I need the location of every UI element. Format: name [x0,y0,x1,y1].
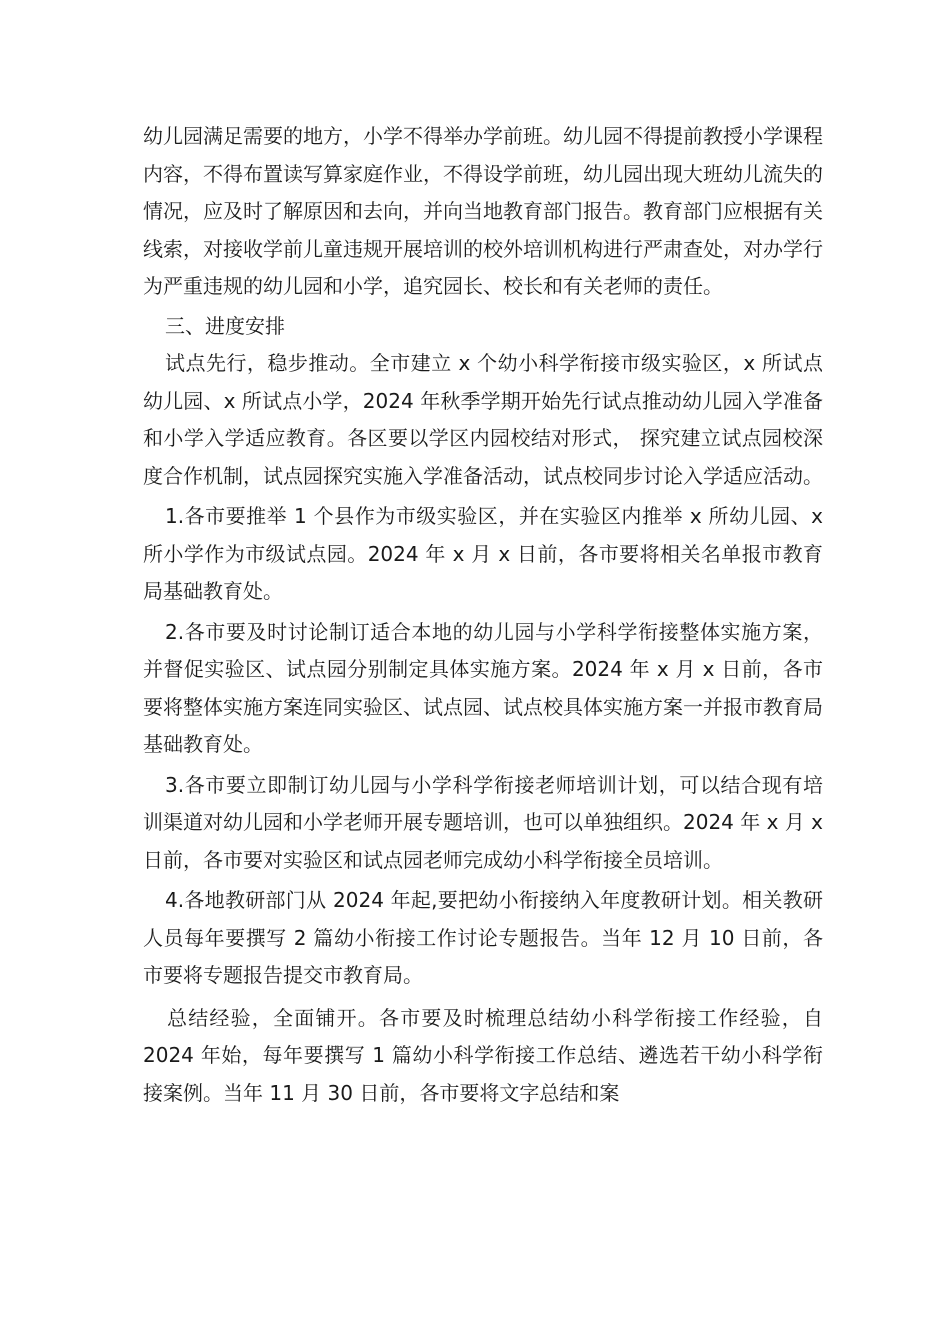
section-heading: 三、进度安排 [165,313,285,338]
paragraph-summary: 总结经验，全面铺开。各市要及时梳理总结幼小科学衔接工作经验，自 2024 年始，每年要撰写 1 篇幼小科学衔接工作总结、遴选若干幼小科学衔接案例。当年 11 月 30 日前，各市要将文字总结和案 [143,1005,823,1105]
document-body [143,118,823,1112]
list-item-3: 3.各市要立即制订幼儿园与小学科学衔接老师培训计划，可以结合现有培训渠道对幼儿园和小学老师开展专题培训，也可以单独组织。2024 年 x 月 x 日前，各市要对实验区和试点园老师完成幼小科学衔接全员培训。 [143,772,823,872]
list-item-2: 2.各市要及时讨论制订适合本地的幼儿园与小学科学衔接整体实施方案，并督促实验区、试点园分别制定具体实施方案。2024 年 x 月 x 日前，各市要将整体实施方案连同实验区、试点园、试点校具体实施方案一并报市教育局基础教育处。 [143,619,823,756]
paragraph-pilot: 试点先行，稳步推动。全市建立 x 个幼小科学衔接市级实验区，x 所试点幼儿园、x 所试点小学，2024 年秋季学期开始先行试点推动幼儿园入学准备和小学入学适应教育。各区要以学区内园校结对形式， 探究建立试点园校深度合作机制，试点园探究实施入学准备活动，试点校同步讨论入学适应活动。 [143,351,823,488]
list-item-4: 4.各地教研部门从 2024 年起,要把幼小衔接纳入年度教研计划。相关教研人员每年要撰写 2 篇幼小衔接工作讨论专题报告。当年 12 月 10 日前，各市要将专题报告提交市教育局。 [143,888,823,987]
list-item-1: 1.各市要推举 1 个县作为市级实验区，并在实验区内推举 x 所幼儿园、x 所小学作为市级试点园。2024 年 x 月 x 日前，各市要将相关名单报市教育局基础教育处。 [143,504,823,603]
paragraph-continuation: 幼儿园满足需要的地方，小学不得举办学前班。幼儿园不得提前教授小学课程内容，不得布置读写算家庭作业，不得设学前班，幼儿园出现大班幼儿流失的情况，应及时了解原因和去向，并向当地教育部门报告。教育部门应根据有关线索，对接收学前儿童违规开展培训的校外培训机构进行严肃查处，对办学行为严重违规的幼儿园和小学，追究园长、校长和有关老师的责任。 [143,124,823,298]
